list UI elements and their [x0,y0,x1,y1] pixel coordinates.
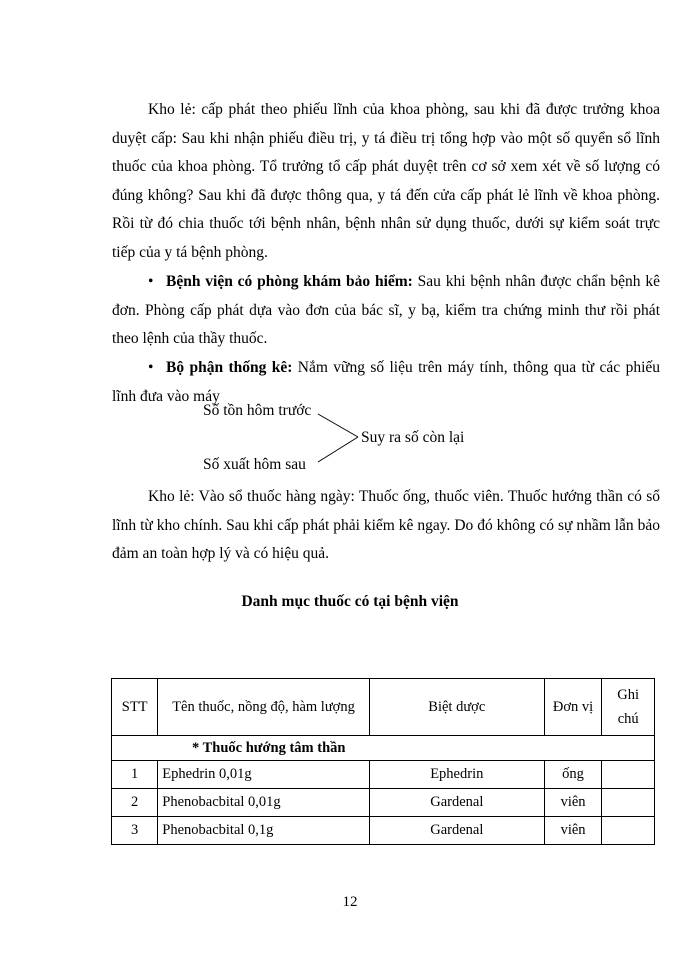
table-header-row [112,679,655,736]
cell-unit: viên [544,789,602,817]
header-unit: Đơn vị [544,679,602,736]
cell-drug-name: Phenobacbital 0,01g [158,789,370,817]
header-stt: STT [112,679,158,736]
cell-unit: viên [544,817,602,845]
table-group-row [112,736,655,761]
bullet-icon: • [148,273,154,290]
cell-note [602,789,655,817]
cell-stt: 1 [112,761,158,789]
header-brand: Biệt dược [369,679,544,736]
diagram-label-remaining: Suy ra số còn lại [361,429,465,446]
bullet-statistics-text: Nắm vững số liệu trên máy tính, thông qua từ các phiếu lĩnh đưa vào máy [112,359,661,405]
table-row [112,761,655,789]
cell-drug-name: Ephedrin 0,01g [158,761,370,789]
bullet-paragraph-statistics [112,354,660,411]
bullet-insurance-heading: Bệnh viện có phòng khám bảo hiểm: [166,273,413,290]
bullet-statistics-heading: Bộ phận thống kê: [166,359,293,376]
bullet-insurance-text: Sau khi bệnh nhân được chẩn bệnh kê đơn. Phòng cấp phát dựa vào đơn của bác sĩ, y bạ, kiểm tra chứng minh thư rồi phát theo lệnh của thầy thuốc. [112,273,660,348]
header-drug-name: Tên thuốc, nồng độ, hàm lượng [158,679,370,736]
bullet-paragraph-insurance [112,268,660,354]
table-row [112,817,655,845]
cell-brand: Ephedrin [369,761,544,789]
paragraph-kho-le-2: Kho lẻ: Vào sổ thuốc hàng ngày: Thuốc ống, thuốc viên. Thuốc hướng thần có sổ lĩnh từ kho chính. Sau khi cấp phát phải kiểm kê ngay. Do đó không có sự nhầm lẫn bảo đảm an toàn hợp lý và có hiệu quả. [112,488,660,563]
paragraph-kho-le-1: Kho lẻ: cấp phát theo phiếu lĩnh của khoa phòng, sau khi đã được trưởng khoa duyệt cấp: Sau khi nhận phiếu điều trị, y tá điều trị tổng hợp vào một số quyển sổ lĩnh thuốc của khoa phòng. Tổ trưởng tổ cấp phát duyệt trên cơ sở xem xét về số lượng có đúng không? Sau khi đã được thông qua, y tá đến cửa cấp phát lẻ lĩnh về khoa phòng. Rồi từ đó chia thuốc tới bệnh nhân, bệnh nhân sử dụng thuốc, dưới sự kiểm soát trực tiếp của y tá bệnh phòng. [112,101,660,261]
diagram-label-next-issue: Số xuất hôm sau [203,456,306,473]
cell-note [602,817,655,845]
cell-brand: Gardenal [369,817,544,845]
bullet-icon: • [148,359,154,376]
table-row [112,789,655,817]
cell-drug-name: Phenobacbital 0,1g [158,817,370,845]
table-title: Danh mục thuốc có tại bệnh viện [241,593,459,610]
cell-stt: 3 [112,817,158,845]
cell-stt: 2 [112,789,158,817]
cell-unit: ống [544,761,602,789]
header-note: Ghi chú [602,679,655,736]
diagram-label-previous-stock: Số tồn hôm trước [203,402,312,419]
cell-brand: Gardenal [369,789,544,817]
page-number: 12 [342,894,358,910]
drug-table [111,678,655,845]
cell-note [602,761,655,789]
group-psychotropic: * Thuốc hướng tâm thần [112,736,655,761]
